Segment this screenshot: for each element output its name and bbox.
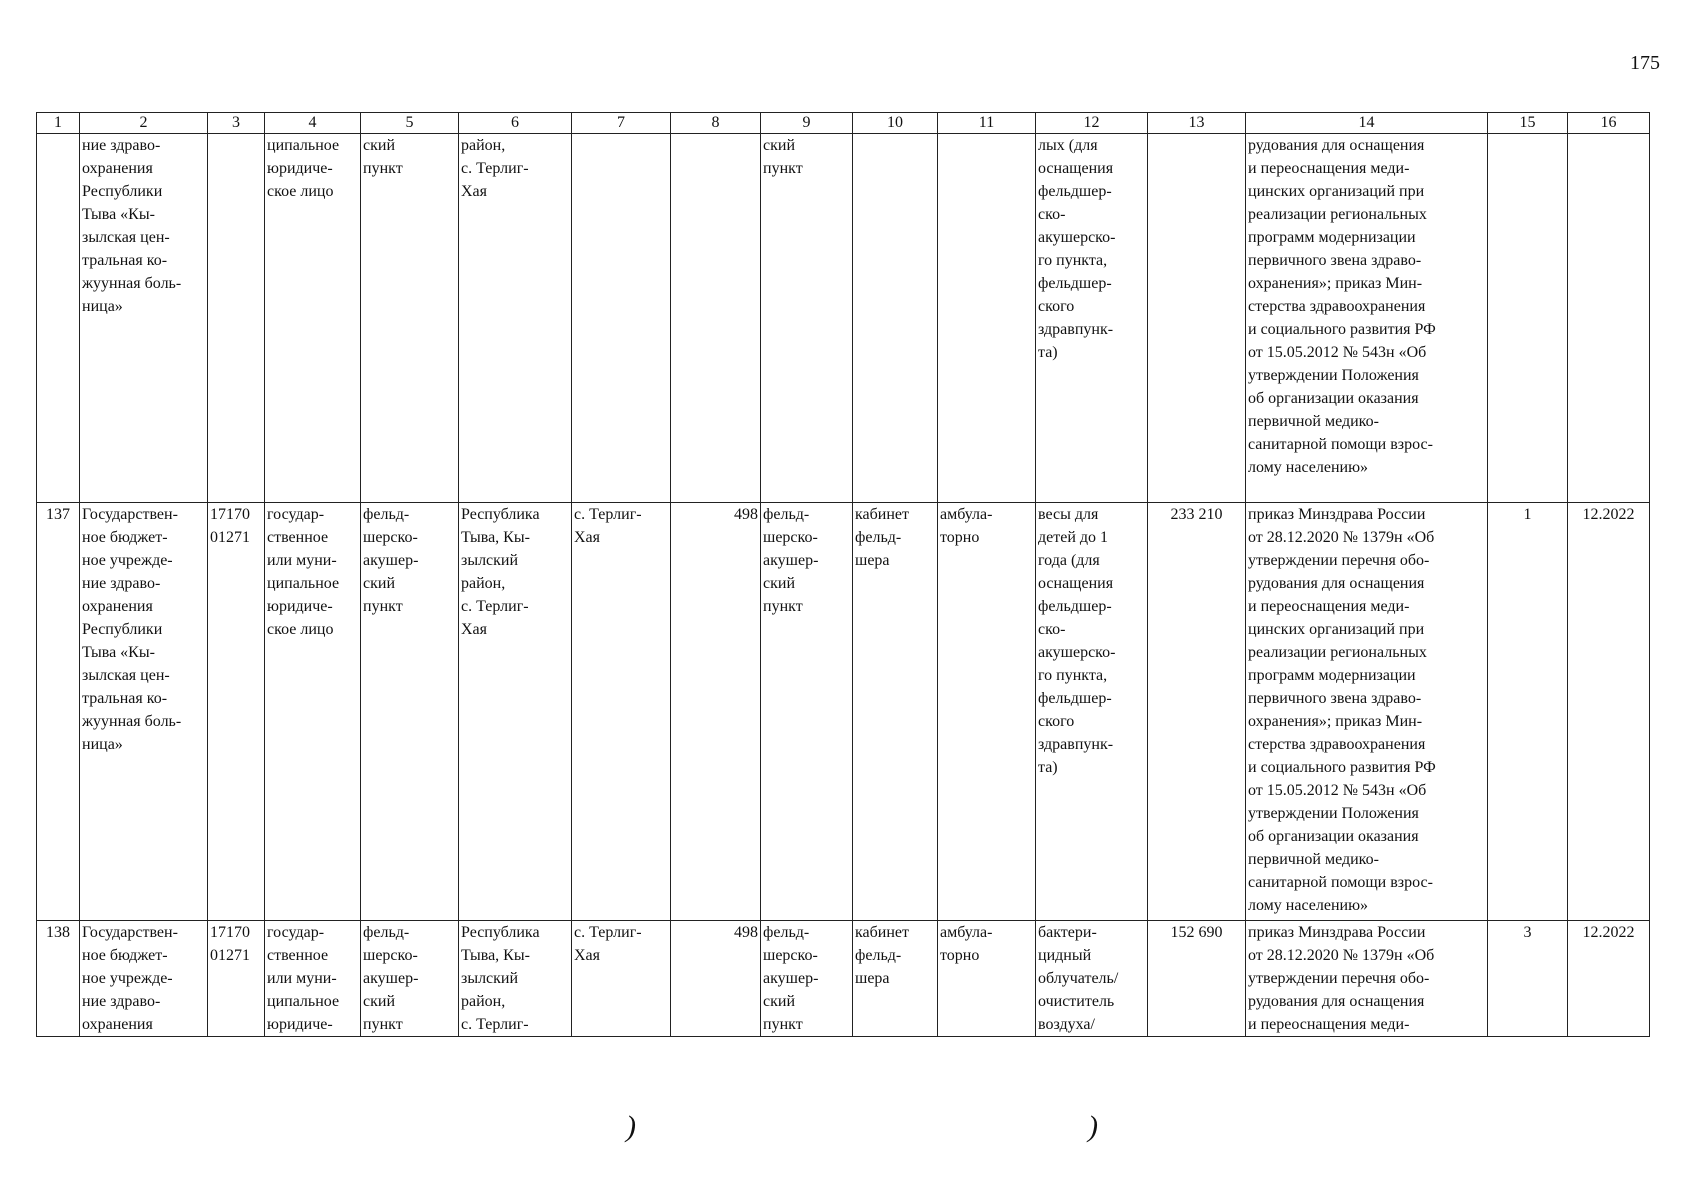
cell-legal-basis: рудования для оснащения и переоснащения меди- цинских организаций при реализации региональных программ модернизации первичного звена здраво- охранения»; приказ Мин- стерства здравоохранения и социального развития РФ от 15.05.2012 № 543н «Об утверждении Положения об организации оказания первичной медико- санитарной помощи взрос- лому населению» [1246, 134, 1488, 503]
cell-care-mode [938, 134, 1036, 503]
table-row [37, 134, 1650, 503]
cell-locality: с. Терлиг- Хая [572, 503, 671, 921]
cell-code [208, 134, 265, 503]
scan-mark-right: ) [1088, 1110, 1098, 1143]
header-col-15: 15 [1488, 113, 1568, 134]
cell-population: 498 [671, 921, 761, 1037]
header-col-9: 9 [761, 113, 853, 134]
page-number: 175 [1630, 52, 1660, 74]
cell-legal-basis: приказ Минздрава России от 28.12.2020 № 1379н «Об утверждении перечня обо- рудования для оснащения и переоснащения меди- [1246, 921, 1488, 1037]
cell-facility-type: фельд- шерско- акушер- ский пункт [361, 503, 459, 921]
header-col-16: 16 [1568, 113, 1650, 134]
cell-quantity: 1 [1488, 503, 1568, 921]
cell-organization: Государствен- ное бюджет- ное учрежде- ние здраво- охранения Республики Тыва «Кы- зылская цен- тральная ко- жуунная боль- ница» [80, 503, 208, 921]
scan-mark-left: ) [626, 1110, 636, 1143]
cell-room: кабинет фельд- шера [853, 503, 938, 921]
cell-legal-form: государ- ственное или муни- ципальное юридиче- ское лицо [265, 503, 361, 921]
header-col-13: 13 [1148, 113, 1246, 134]
cell-row-number: 138 [37, 921, 80, 1037]
cell-cost [1148, 134, 1246, 503]
table-row [37, 921, 1650, 1037]
cell-legal-form: государ- ственное или муни- ципальное юридиче- [265, 921, 361, 1037]
header-col-10: 10 [853, 113, 938, 134]
cell-room [853, 134, 938, 503]
cell-address: Республика Тыва, Кы- зылский район, с. Терлиг- Хая [459, 503, 572, 921]
cell-equipment: весы для детей до 1 года (для оснащения фельдшер- ско- акушерско- го пункта, фельдшер- ского здравпунк- та) [1036, 503, 1148, 921]
cell-facility-type: фельд- шерско- акушер- ский пункт [361, 921, 459, 1037]
header-col-1: 1 [37, 113, 80, 134]
header-col-8: 8 [671, 113, 761, 134]
header-col-11: 11 [938, 113, 1036, 134]
cell-population: 498 [671, 503, 761, 921]
cell-address: район, с. Терлиг- Хая [459, 134, 572, 503]
cell-code: 17170 01271 [208, 921, 265, 1037]
cell-quantity: 3 [1488, 921, 1568, 1037]
cell-date: 12.2022 [1568, 921, 1650, 1037]
cell-code: 17170 01271 [208, 503, 265, 921]
header-col-5: 5 [361, 113, 459, 134]
cell-legal-form: ципальное юридиче- ское лицо [265, 134, 361, 503]
header-col-4: 4 [265, 113, 361, 134]
cell-row-number: 137 [37, 503, 80, 921]
cell-population [671, 134, 761, 503]
cell-unit: фельд- шерско- акушер- ский пункт [761, 503, 853, 921]
table-row [37, 503, 1650, 921]
header-col-3: 3 [208, 113, 265, 134]
header-col-12: 12 [1036, 113, 1148, 134]
cell-locality: с. Терлиг- Хая [572, 921, 671, 1037]
header-col-7: 7 [572, 113, 671, 134]
cell-care-mode: амбула- торно [938, 503, 1036, 921]
cell-equipment: бактери- цидный облучатель/ очиститель воздуха/ [1036, 921, 1148, 1037]
cell-quantity [1488, 134, 1568, 503]
cell-cost: 152 690 [1148, 921, 1246, 1037]
header-col-6: 6 [459, 113, 572, 134]
cell-locality [572, 134, 671, 503]
cell-legal-basis: приказ Минздрава России от 28.12.2020 № 1379н «Об утверждении перечня обо- рудования для оснащения и переоснащения меди- цинских организаций при реализации региональных программ модернизации первичного звена здраво- охранения»; приказ Мин- стерства здравоохранения и социального развития РФ от 15.05.2012 № 543н «Об утверждении Положения об организации оказания первичной медико- санитарной помощи взрос- лому населению» [1246, 503, 1488, 921]
cell-organization: ние здраво- охранения Республики Тыва «Кы- зылская цен- тральная ко- жуунная боль- ница» [80, 134, 208, 503]
cell-equipment: лых (для оснащения фельдшер- ско- акушерско- го пункта, фельдшер- ского здравпунк- та) [1036, 134, 1148, 503]
header-row [37, 113, 1650, 134]
cell-row-number [37, 134, 80, 503]
cell-date: 12.2022 [1568, 503, 1650, 921]
cell-unit: ский пункт [761, 134, 853, 503]
cell-cost: 233 210 [1148, 503, 1246, 921]
cell-room: кабинет фельд- шера [853, 921, 938, 1037]
cell-organization: Государствен- ное бюджет- ное учрежде- ние здраво- охранения [80, 921, 208, 1037]
cell-care-mode: амбула- торно [938, 921, 1036, 1037]
cell-address: Республика Тыва, Кы- зылский район, с. Терлиг- [459, 921, 572, 1037]
cell-unit: фельд- шерско- акушер- ский пункт [761, 921, 853, 1037]
register-table [36, 112, 1650, 1037]
header-col-14: 14 [1246, 113, 1488, 134]
cell-date [1568, 134, 1650, 503]
header-col-2: 2 [80, 113, 208, 134]
cell-facility-type: ский пункт [361, 134, 459, 503]
